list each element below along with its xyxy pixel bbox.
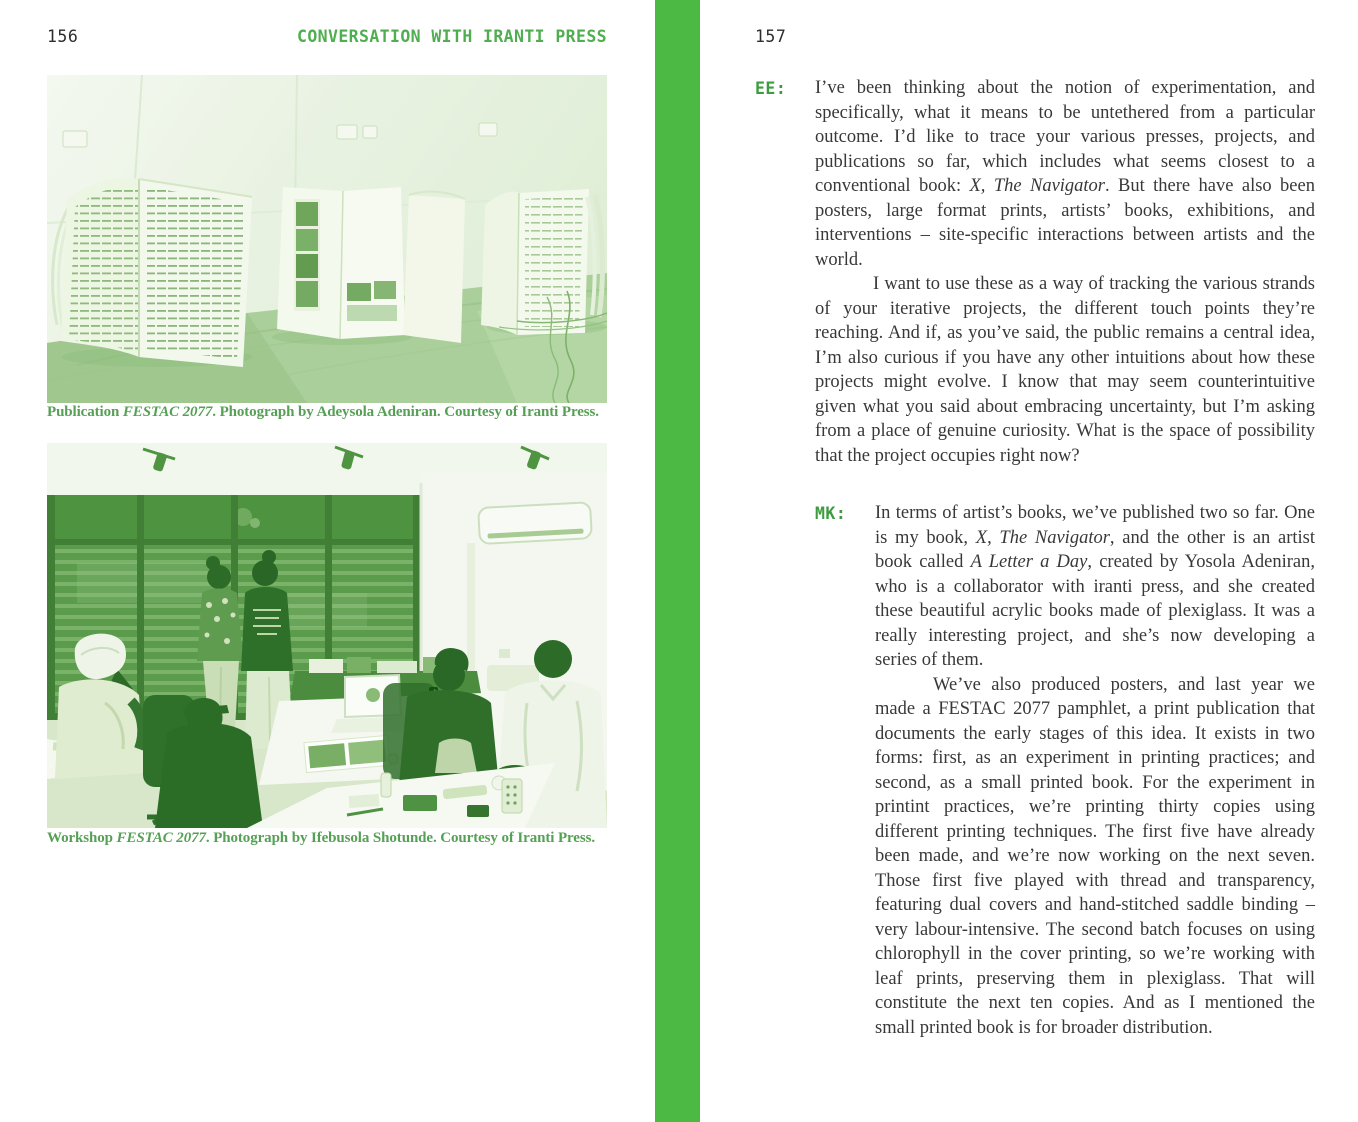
page-number-right: 157 — [755, 27, 787, 46]
figure-1-caption: Publication FESTAC 2077. Photograph by Adeysola Adeniran. Courtesy of Iranti Press. — [47, 404, 599, 420]
speaker-label-ee: EE: — [755, 79, 787, 98]
dialogue-turn-mk — [875, 501, 1315, 1040]
page-number-left: 156 — [47, 27, 79, 46]
dialogue-turn-ee — [815, 76, 1315, 468]
publications-on-table-illustration — [47, 75, 607, 403]
workshop-scene-illustration — [47, 443, 607, 828]
mk-paragraph-2: We’ve also produced posters, and last year we made a FESTAC 2077 pamphlet, a print publication that documents the early stages of this idea. It exists in two forms: first, as an experiment in printing practices; and second, as a small printed book. For the experiment in printint practices, we’re printing thirty copies using different printing techniques. The first five have already been made, and we’re now working on the next seven. Those first five played with thread and transparency, featuring dual covers and hand-stitched saddle binding – very labour-intensive. The second batch focuses on using chlorophyll in the cover printing, so we’re working with leaf prints, preserving them in plexiglass. That will constitute the next ten copies. And as I mentioned the small printed book is for broader distribution. — [875, 674, 1315, 1038]
speaker-label-mk: MK: — [815, 504, 847, 523]
mk-paragraph-1: In terms of artist’s books, we’ve published two so far. One is my book, X, The Navigator, and the other is an artist book called A Letter a Day, created by Yosola Adeniran, who is a collaborator with iranti press, and she created these beautiful acrylic books made of plexiglass. It was a really interesting project, and she’s now developing a series of them. — [875, 503, 1315, 670]
ee-paragraph-2: I want to use these as a way of tracking the various strands of your iterative projects, the different touch points they’re reaching. And if, as you’ve said, the public remains a central idea, I’m also curious if you have any other intuitions about how these projects might evolve. I know that may seem counterintuitive given what you said about embracing uncertainty, but I’m asking from a place of genuine curiosity. What is the space of possibility that the project occupies right now? — [815, 274, 1315, 466]
figure-2-caption: Workshop FESTAC 2077. Photograph by Ifebusola Shotunde. Courtesy of Iranti Press. — [47, 830, 595, 846]
figure-publication-festac-2077 — [47, 75, 607, 403]
running-header: CONVERSATION WITH IRANTI PRESS — [296, 27, 607, 46]
figure-workshop-festac-2077 — [47, 443, 607, 828]
spine-divider — [655, 0, 700, 1122]
ee-paragraph-1: I’ve been thinking about the notion of experimentation, and specifically, what it means to be untethered from a particular outcome. I’d like to trace your various presses, projects, and publications so far, which includes what seems closest to a conventional book: X, The Navigator. But there have also been posters, large format prints, artists’ books, exhibitions, and interventions – site-specific interactions between artists and the world. — [815, 78, 1315, 270]
